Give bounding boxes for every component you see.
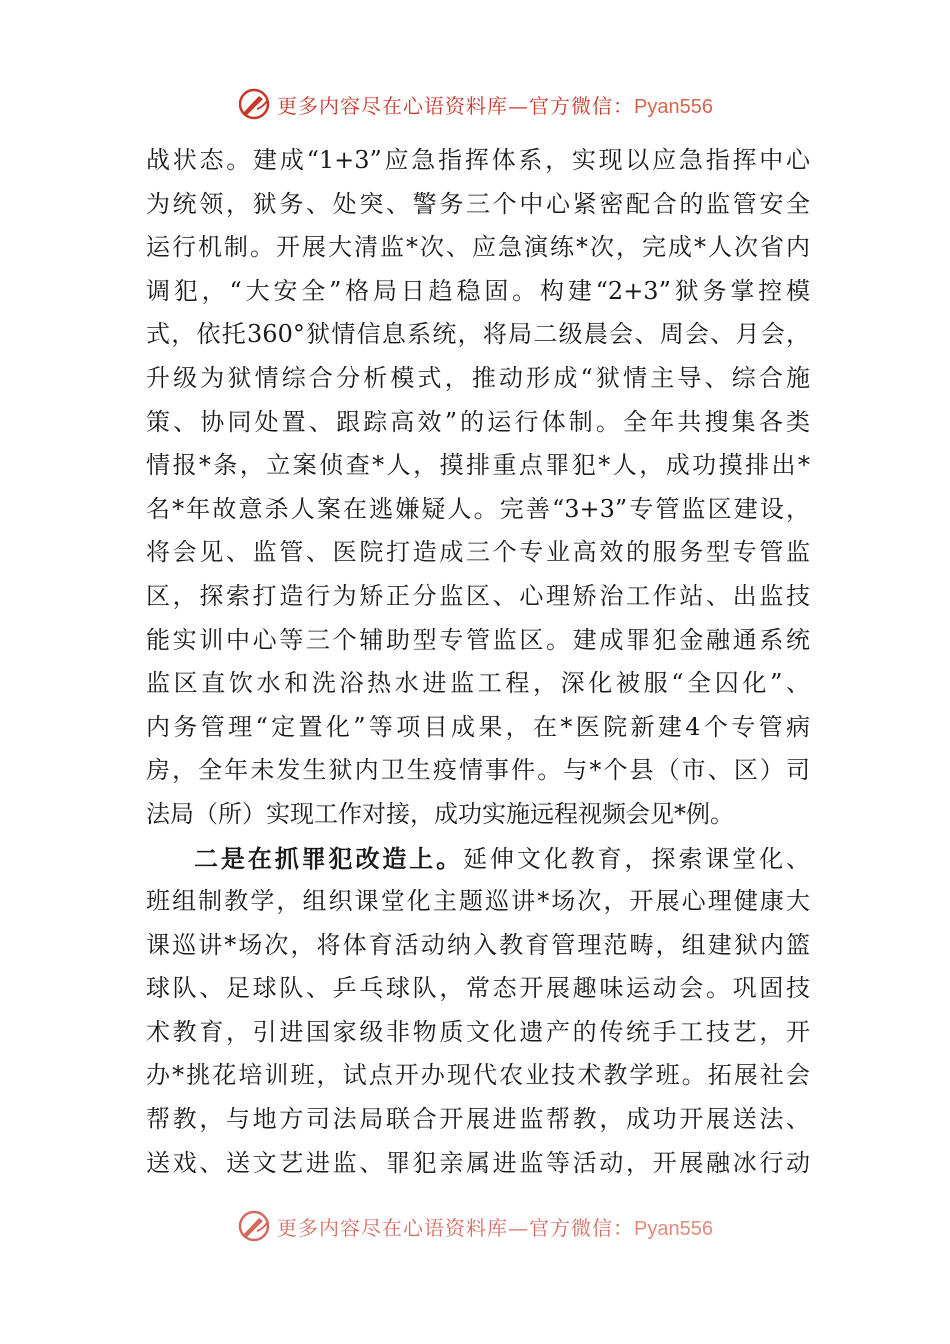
- paragraph-line: 策、协同处置、跟踪高效”的运行体制。全年共搜集各类: [146, 407, 810, 436]
- paragraph-1: [146, 139, 810, 837]
- watermark-text: 更多内容尽在心语资料库—官方微信：Pyan556: [277, 1215, 713, 1240]
- paragraph-line: 房，全年未发生狱内卫生疫情事件。与*个县（市、区）司: [146, 756, 810, 785]
- paragraph-line: 升级为狱情综合分析模式，推动形成“狱情主导、综合施: [146, 363, 810, 392]
- paragraph-line: 为统领，狱务、处突、警务三个中心紧密配合的监管安全: [146, 189, 810, 218]
- paragraph-line: 送戏、送文艺进监、罪犯亲属进监等活动，开展融冰行动: [146, 1148, 810, 1177]
- paragraph-line: 球队、足球队、乒乓球队，常态开展趣味运动会。巩固技: [146, 974, 810, 1003]
- paragraph-line: 帮教，与地方司法局联合开展进监帮教，成功开展送法、: [146, 1105, 810, 1134]
- footer-watermark: [0, 1206, 950, 1246]
- paragraph-line: 情报*条，立案侦查*人，摸排重点罪犯*人，成功摸排出*: [146, 451, 810, 480]
- paragraph-line: 战状态。建成“1+3”应急指挥体系，实现以应急指挥中心: [146, 146, 810, 174]
- paragraph-line: 将会见、监管、医院打造成三个专业高效的服务型专管监: [146, 538, 810, 567]
- paragraph-line: 式，依托360°狱情信息系统，将局二级晨会、周会、月会，: [146, 320, 810, 349]
- watermark-text: 更多内容尽在心语资料库—官方微信：Pyan556: [277, 93, 713, 118]
- paragraph-line: 办*挑花培训班，试点开办现代农业技术教学班。拓展社会: [146, 1061, 810, 1090]
- paragraph-line: 名*年故意杀人案在逃嫌疑人。完善“3+3”专管监区建设，: [146, 494, 810, 523]
- heading-line-text: 延伸文化教育，探索课堂化、: [463, 844, 811, 873]
- header-watermark: [0, 84, 950, 124]
- paragraph-line: [146, 837, 810, 881]
- paragraph-line: 运行机制。开展大清监*次、应急演练*次，完成*人次省内: [146, 233, 810, 262]
- watermark-id: Pyan556: [634, 95, 713, 118]
- document-body: [146, 139, 810, 1185]
- section-heading: 二是在抓罪犯改造上。: [194, 843, 464, 873]
- paragraph-line: 班组制教学，组织课堂化主题巡讲*场次，开展心理健康大: [146, 887, 810, 916]
- pen-logo-icon: [237, 87, 271, 121]
- paragraph-2: [146, 837, 810, 1186]
- paragraph-line: 法局（所）实现工作对接，成功实施远程视频会见*例。: [146, 799, 734, 828]
- paragraph-line: 能实训中心等三个辅助型专管监区。建成罪犯金融通系统: [146, 625, 810, 654]
- pen-logo-icon: [237, 1209, 271, 1243]
- paragraph-line: 术教育，引进国家级非物质文化遗产的传统手工技艺，开: [146, 1017, 810, 1046]
- paragraph-line: 调犯，“大安全”格局日趋稳固。构建“2+3”狱务掌控模: [146, 276, 810, 305]
- paragraph-line: 内务管理“定置化”等项目成果，在*医院新建4个专管病: [146, 712, 810, 741]
- watermark-id: Pyan556: [634, 1217, 713, 1240]
- paragraph-line: 监区直饮水和洗浴热水进监工程，深化被服“全囚化”、: [146, 669, 810, 698]
- paragraph-line: 课巡讲*场次，将体育活动纳入教育管理范畴，组建狱内篮: [146, 930, 810, 959]
- paragraph-line: 区，探索打造行为矫正分监区、心理矫治工作站、出监技: [146, 581, 810, 610]
